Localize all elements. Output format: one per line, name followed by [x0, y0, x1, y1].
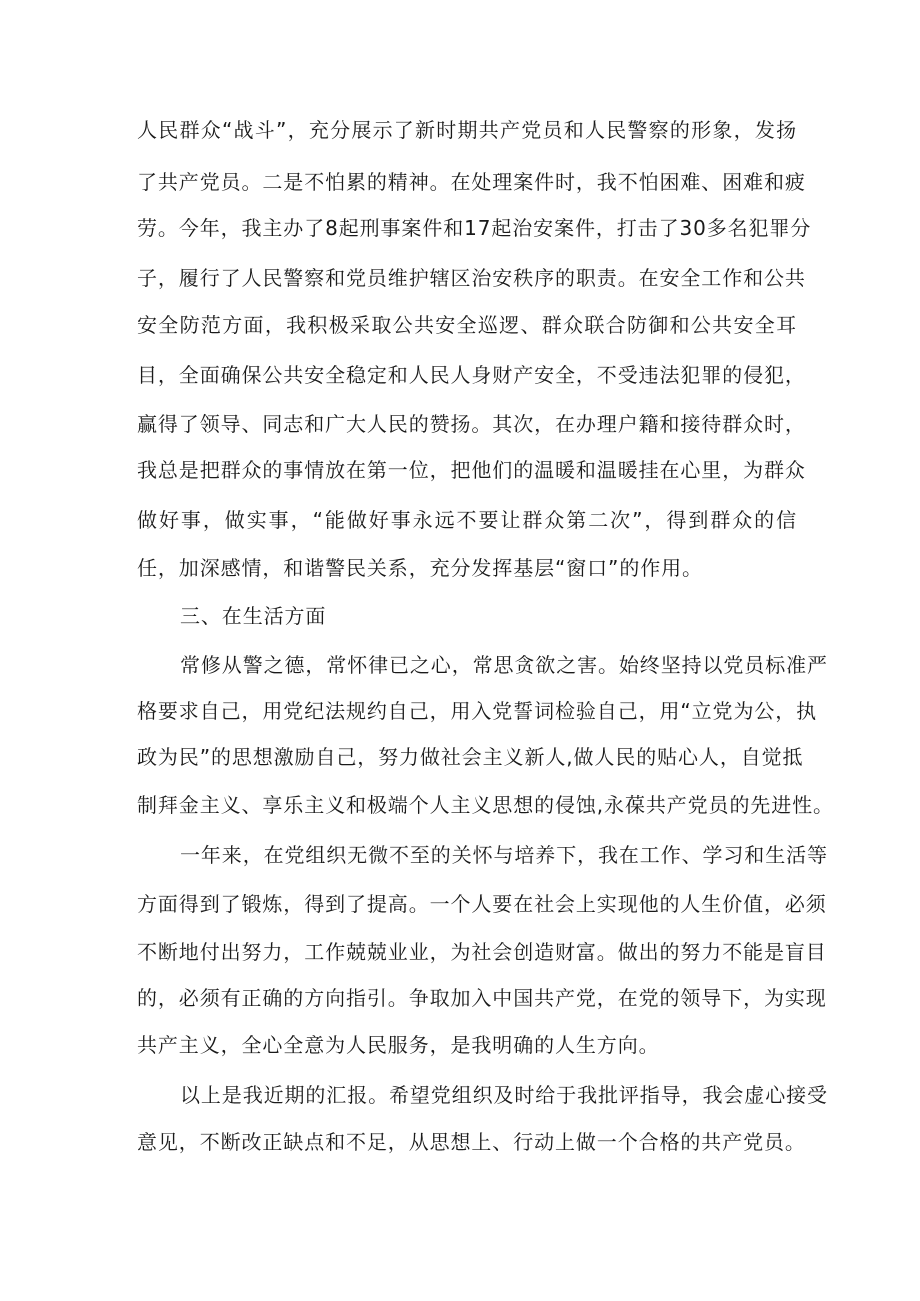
text-line: 人民群众“战斗”，充分展示了新时期共产党员和人民警察的形象，发扬 — [137, 118, 797, 142]
text-line: 任，加深感情，和谐警民关系，充分发挥基层“窗口”的作用。 — [137, 556, 703, 580]
text-line: 了共产党员。二是不怕累的精神。在处理案件时，我不怕困难、困难和疲 — [137, 170, 806, 194]
section-heading: 三、在生活方面 — [180, 604, 327, 628]
text-line: 子，履行了人民警察和党员维护辖区治安秩序的职责。在安全工作和公共 — [137, 266, 806, 290]
text-line: 常修从警之德，常怀律已之心，常思贪欲之害。始终坚持以党员标准严 — [180, 653, 828, 677]
text-line: 政为民”的思想激励自己，努力做社会主义新人,做人民的贴心人，自觉抵 — [137, 745, 804, 769]
text-line: 格要求自己，用党纪法规约自己，用入党誓词检验自己，用“立党为公，执 — [137, 699, 818, 723]
text-line: 制拜金主义、享乐主义和极端个人主义思想的侵蚀,永葆共产党员的先进性。 — [137, 793, 834, 817]
text-line: 我总是把群众的事情放在第一位，把他们的温暖和温暖挂在心里，为群众 — [137, 458, 806, 482]
text-line: 的，必须有正确的方向指引。争取加入中国共产党，在党的领导下，为实现 — [137, 986, 827, 1010]
text-line: 以上是我近期的汇报。希望党组织及时给于我批评指导，我会虚心接受 — [180, 1083, 828, 1107]
text-line: 方面得到了锻炼，得到了提高。一个人要在社会上实现他的人生价值，必须 — [137, 892, 827, 916]
text-line: 安全防范方面，我积极采取公共安全巡逻、群众联合防御和公共安全耳 — [137, 313, 797, 337]
text-line: 做好事，做实事，“能做好事永远不要让群众第二次”，得到群众的信 — [137, 508, 797, 532]
text-line: 赢得了领导、同志和广大人民的赞扬。其次，在办理户籍和接待群众时， — [137, 412, 806, 436]
text-line: 共产主义，全心全意为人民服务，是我明确的人生方向。 — [137, 1033, 660, 1057]
text-line: 不断地付出努力，工作兢兢业业，为社会创造财富。做出的努力不能是盲目 — [137, 940, 827, 964]
text-line: 目，全面确保公共安全稳定和人民人身财产安全，不受违法犯罪的侵犯， — [137, 363, 806, 387]
text-line: 劳。今年，我主办了8起刑事案件和17起治安案件，打击了30多名犯罪分 — [137, 216, 812, 240]
text-line: 一年来，在党组织无微不至的关怀与培养下，我在工作、学习和生活等 — [180, 843, 828, 867]
text-line: 意见，不断改正缺点和不足，从思想上、行动上做一个合格的共产党员。 — [137, 1130, 806, 1154]
